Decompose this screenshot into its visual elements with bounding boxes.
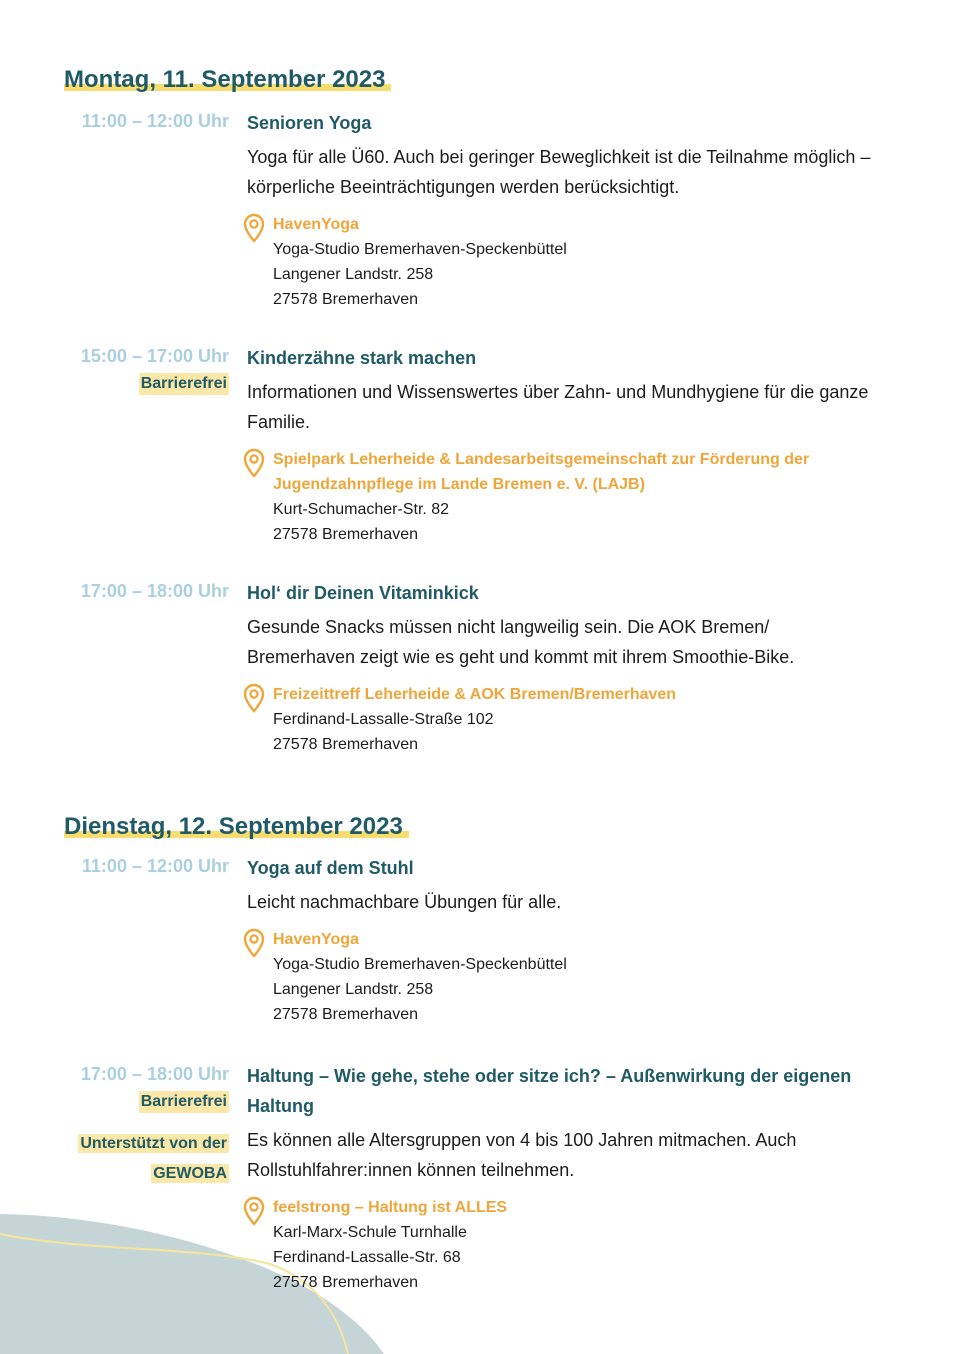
- accessibility-badge: Barrierefrei: [139, 373, 229, 395]
- event-title: Senioren Yoga: [247, 113, 372, 133]
- event-time: 17:00 – 18:00 Uhr: [80, 581, 229, 601]
- event-yoga-stuhl: [64, 853, 884, 1027]
- venue-address-line: Yoga-Studio Bremerhaven-Speckenbüttel: [273, 241, 567, 258]
- day-section-monday: [64, 66, 391, 94]
- day-heading: Dienstag, 12. September 2023: [64, 813, 409, 841]
- venue-address-line: Ferdinand-Lassalle-Str. 68: [273, 1249, 461, 1266]
- event-description: Gesunde Snacks müssen nicht langweilig sein. Die AOK Bremen/ Bremerhaven zeigt wie es geht und kommt mit ihrem Smoothie-Bike.: [247, 617, 795, 667]
- day-section-tuesday: [64, 813, 409, 841]
- location-pin-icon: [243, 683, 265, 713]
- event-meta: [64, 578, 229, 604]
- venue-name: HavenYoga: [273, 931, 359, 948]
- venue-name: Spielpark Leherheide & Landesarbeitsgemeinschaft zur Förderung der Jugendzahnpflege im Lande Bremen e. V. (LAJB): [273, 451, 810, 493]
- event-time: 15:00 – 17:00 Uhr: [80, 346, 229, 366]
- venue-address-line: 27578 Bremerhaven: [273, 1274, 418, 1291]
- day-heading: Montag, 11. September 2023: [64, 66, 391, 94]
- event-title: Yoga auf dem Stuhl: [247, 858, 414, 878]
- event-meta: [64, 108, 229, 134]
- venue-address-line: Yoga-Studio Bremerhaven-Speckenbüttel: [273, 956, 567, 973]
- event-details: [247, 853, 877, 1027]
- venue-address-line: 27578 Bremerhaven: [273, 1006, 418, 1023]
- event-title: Hol‘ dir Deinen Vitaminkick: [247, 583, 479, 603]
- venue-address-line: Langener Landstr. 258: [273, 981, 434, 998]
- event-description: Informationen und Wissenswertes über Zahn- und Mundhygiene für die ganze Familie.: [247, 382, 869, 432]
- sponsor-name: GEWOBA: [153, 1165, 227, 1182]
- event-details: [247, 108, 877, 312]
- event-description: Es können alle Altersgruppen von 4 bis 100 Jahren mitmachen. Auch Rollstuhlfahrer:innen können teilnehmen.: [247, 1130, 797, 1180]
- location-pin-icon: [243, 928, 265, 958]
- event-meta: [64, 343, 229, 395]
- event-venue: [247, 447, 877, 547]
- event-details: [247, 343, 877, 547]
- event-venue: [247, 212, 877, 312]
- venue-address-line: Langener Landstr. 258: [273, 266, 434, 283]
- event-kinderzaehne: [64, 343, 884, 547]
- event-time: 11:00 – 12:00 Uhr: [81, 856, 229, 876]
- event-venue: [247, 1195, 877, 1295]
- location-pin-icon: [243, 1196, 265, 1226]
- location-pin-icon: [243, 448, 265, 478]
- accessibility-badge: Barrierefrei: [139, 1091, 229, 1113]
- event-title: Haltung – Wie gehe, stehe oder sitze ich? – Außenwirkung der eigenen Haltung: [247, 1066, 852, 1116]
- venue-address-line: 27578 Bremerhaven: [273, 736, 418, 753]
- event-vitaminkick: [64, 578, 884, 757]
- event-meta: [64, 853, 229, 879]
- event-meta: [64, 1061, 229, 1189]
- event-haltung: [64, 1061, 884, 1295]
- event-venue: [247, 927, 877, 1027]
- location-pin-icon: [243, 213, 265, 243]
- event-description: Leicht nachmachbare Übungen für alle.: [247, 892, 562, 912]
- venue-address-line: Karl-Marx-Schule Turnhalle: [273, 1224, 467, 1241]
- venue-address-line: Kurt-Schumacher-Str. 82: [273, 501, 450, 518]
- venue-address-line: 27578 Bremerhaven: [273, 526, 418, 543]
- venue-name: HavenYoga: [273, 216, 359, 233]
- event-time: 11:00 – 12:00 Uhr: [81, 111, 229, 131]
- venue-name: feelstrong – Haltung ist ALLES: [273, 1199, 508, 1216]
- event-description: Yoga für alle Ü60. Auch bei geringer Beweglichkeit ist die Teilnahme möglich – körperliche Beeinträchtigungen werden berücksichtigt.: [247, 147, 871, 197]
- venue-address-line: Ferdinand-Lassalle-Straße 102: [273, 711, 494, 728]
- venue-name: Freizeittreff Leherheide & AOK Bremen/Bremerhaven: [273, 686, 677, 703]
- event-time: 17:00 – 18:00 Uhr: [80, 1064, 229, 1084]
- sponsor-note: [64, 1129, 229, 1189]
- event-venue: [247, 682, 877, 757]
- event-senioren-yoga: [64, 108, 884, 312]
- venue-address-line: 27578 Bremerhaven: [273, 291, 418, 308]
- event-details: [247, 578, 877, 757]
- event-details: [247, 1061, 877, 1295]
- sponsor-text: Unterstützt von der: [80, 1135, 227, 1152]
- event-title: Kinderzähne stark machen: [247, 348, 477, 368]
